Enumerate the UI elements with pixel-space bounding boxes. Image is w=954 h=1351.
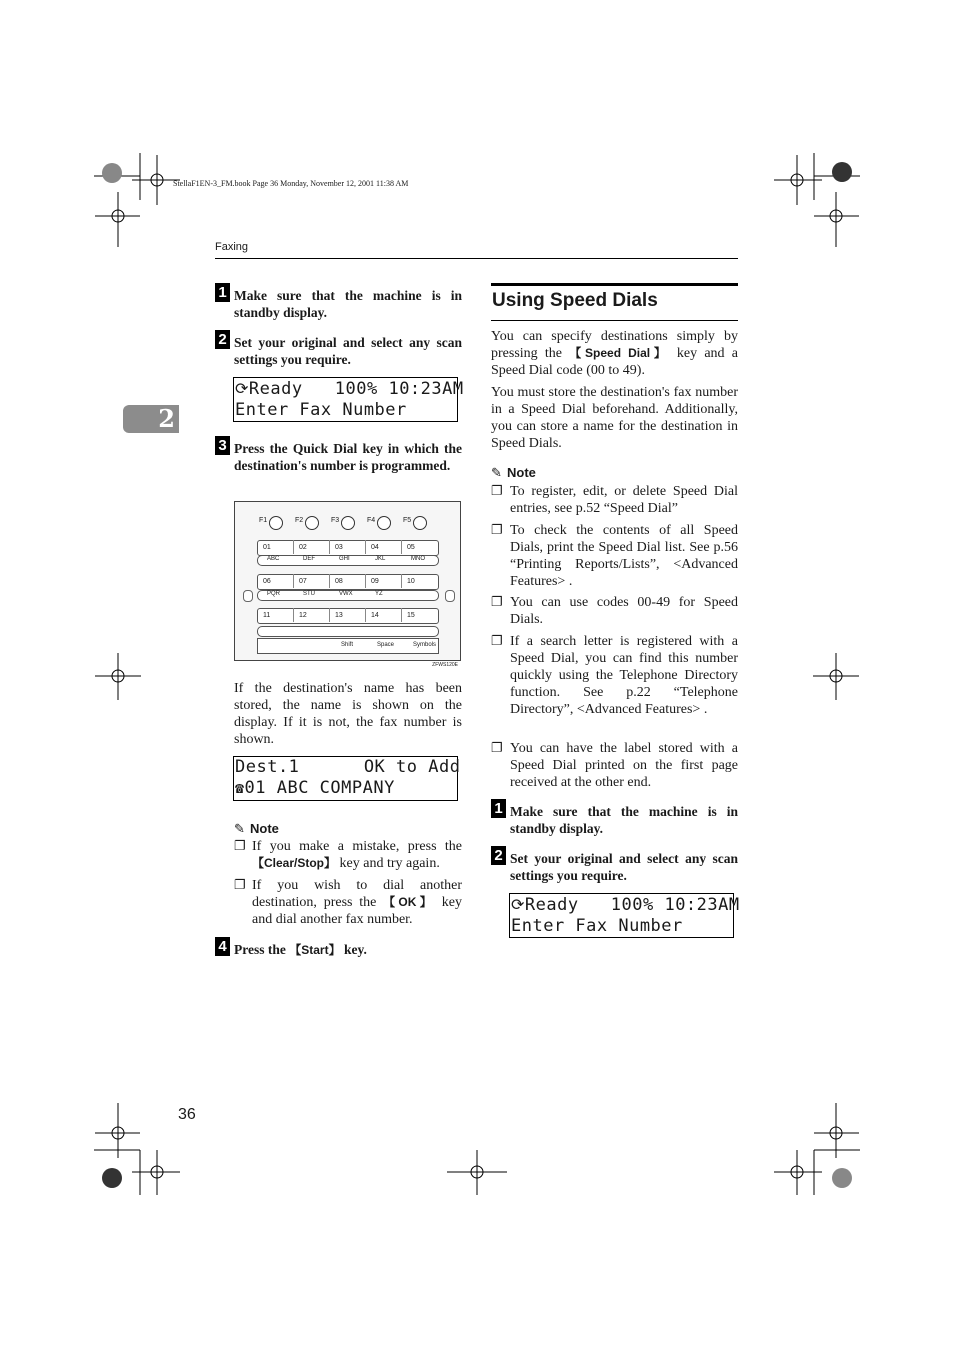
key-divider [365, 574, 366, 588]
letter-label: PQR [267, 591, 281, 597]
quick-dial-panel [234, 501, 461, 668]
lcd-line-1: Dest.1 OK to Add [235, 757, 461, 777]
note-item: If you wish to dial another destination, press the 【OK】 key and dial another fax number. [252, 878, 462, 927]
cycle-icon: ⟳ [235, 379, 249, 398]
checkbox-bullet-icon: ❐ [491, 634, 503, 649]
file-info: StellaF1EN-3_FM.book Page 36 Monday, November 12, 2001 11:38 AM [173, 179, 409, 188]
quick-dial-number: 01 [263, 544, 271, 551]
step-text: Press the 【Start】 key. [234, 942, 367, 957]
key-divider [329, 540, 330, 554]
section-label: Faxing [215, 241, 249, 253]
note-title: Note [250, 821, 279, 836]
key-divider [365, 540, 366, 554]
title-rule [491, 320, 738, 321]
step-text: Set your original and select any scan settings you require. [510, 851, 738, 883]
step-number: 4 [215, 937, 230, 956]
chapter-tab: 2 [123, 405, 179, 433]
checkbox-bullet-icon: ❐ [234, 878, 246, 893]
key-divider [293, 574, 294, 588]
letter-label: GHI [339, 556, 350, 562]
quick-dial-number: 03 [335, 544, 343, 551]
quick-dial-number: 11 [263, 612, 271, 619]
fkey-label: F4 [367, 517, 376, 524]
section-title: Using Speed Dials [492, 290, 658, 311]
function-key-label: Symbols [413, 642, 437, 648]
note-item: To register, edit, or delete Speed Dial entries, see p.52 “Speed Dial” [510, 484, 738, 516]
letter-label: STU [303, 591, 315, 597]
checkbox-bullet-icon: ❐ [491, 741, 503, 756]
step-number: 2 [215, 330, 230, 349]
key-divider [329, 608, 330, 622]
quick-dial-number: 05 [407, 544, 415, 551]
lcd-line-2: Enter Fax Number [511, 916, 683, 936]
lcd-line-1: ⟳Ready 100% 10:23AM [235, 379, 464, 399]
checkbox-bullet-icon: ❐ [234, 839, 246, 854]
checkbox-bullet-icon: ❐ [491, 523, 503, 538]
key-divider [365, 608, 366, 622]
lcd-line-1: ⟳Ready 100% 10:23AM [511, 895, 740, 915]
checkbox-bullet-icon: ❐ [491, 595, 503, 610]
key-divider [401, 574, 402, 588]
fkey-circle [377, 516, 391, 530]
pencil-icon: ✎ [234, 822, 245, 837]
panel-side-clip [243, 590, 253, 602]
quick-dial-number: 10 [407, 578, 415, 585]
lcd-display [233, 377, 464, 422]
step-number: 1 [491, 799, 506, 818]
quick-dial-number: 06 [263, 578, 271, 585]
checkbox-bullet-icon: ❐ [491, 484, 503, 499]
fkey-label: F1 [259, 517, 268, 524]
page-number: 36 [178, 1106, 196, 1123]
blank-row-frame [257, 626, 439, 637]
fkey-circle [305, 516, 319, 530]
note-item: If you make a mistake, press the 【Clear/Stop】 key and try again. [252, 839, 462, 871]
function-key-label: Shift [341, 642, 354, 648]
store-paragraph: You must store the destination's fax number in a Speed Dial beforehand. Additionally, you can store a name for the destination in Speed Dials. [491, 385, 738, 451]
lcd-display-destination [233, 756, 461, 801]
lcd-line-2: Enter Fax Number [235, 400, 407, 420]
intro-paragraph: You can specify destinations simply by pressing the 【Speed Dial】 key and a Speed Dial code (00 to 49). [491, 329, 738, 378]
quick-dial-number: 15 [407, 612, 415, 619]
illustration-code: ZFWS120E [432, 662, 458, 668]
letter-label: YZ [375, 591, 383, 597]
note-item: You can use codes 00-49 for Speed Dials. [510, 595, 738, 627]
step-text: Set your original and select any scan settings you require. [234, 335, 462, 367]
key-divider [293, 540, 294, 554]
fkey-circle [341, 516, 355, 530]
letter-label: DEF [303, 556, 315, 562]
note-item: You can have the label stored with a Speed Dial printed on the first page received at the other end. [510, 741, 738, 790]
note-header [491, 462, 536, 481]
key-divider [401, 540, 402, 554]
cycle-icon: ⟳ [511, 895, 525, 914]
pencil-icon: ✎ [491, 466, 502, 481]
quick-dial-number: 14 [371, 612, 379, 619]
fkey-circle [269, 516, 283, 530]
letter-label: MNO [411, 556, 425, 562]
step-text: Press the Quick Dial key in which the destination's number is programmed. [234, 441, 462, 473]
step-text: Make sure that the machine is in standby display. [234, 288, 462, 320]
step-text: Make sure that the machine is in standby display. [510, 804, 738, 836]
note-item: If a search letter is registered with a Speed Dial, you can find this number quickly using the Telephone Directory function. See p.22 “Telephone Directory”, <Advanced Features> . [510, 634, 738, 717]
destination-paragraph: If the destination's name has been stored, the name is shown on the display. If it is not, the fax number is shown. [234, 681, 462, 747]
letter-label: JKL [375, 556, 386, 562]
quick-dial-number: 09 [371, 578, 379, 585]
step-number: 3 [215, 436, 230, 455]
key-divider [401, 608, 402, 622]
fkey-label: F3 [331, 517, 340, 524]
note-item: To check the contents of all Speed Dials, print the Speed Dial list. See p.56 “Printing Reports/Lists”, <Advanced Features> . [510, 523, 738, 589]
quick-dial-number: 02 [299, 544, 307, 551]
fkey-label: F5 [403, 517, 412, 524]
key-divider [329, 574, 330, 588]
quick-dial-number: 07 [299, 578, 307, 585]
note-header [234, 818, 279, 837]
lcd-line-2: ☎01 ABC COMPANY [235, 778, 395, 798]
step-number: 2 [491, 846, 506, 865]
letter-label: VWX [339, 591, 353, 597]
quick-dial-number: 08 [335, 578, 343, 585]
key-divider [293, 608, 294, 622]
panel-side-clip [445, 590, 455, 602]
lcd-display [509, 893, 740, 938]
fkey-label: F2 [295, 517, 304, 524]
letter-label: ABC [267, 556, 280, 562]
quick-dial-number: 13 [335, 612, 343, 619]
note-title: Note [507, 465, 536, 480]
header-divider [215, 258, 738, 259]
fkey-circle [413, 516, 427, 530]
quick-dial-number: 04 [371, 544, 379, 551]
quick-dial-number: 12 [299, 612, 307, 619]
telephone-icon: ☎ [235, 779, 245, 797]
title-rule [491, 283, 738, 286]
function-key-label: Space [377, 642, 395, 648]
step-number: 1 [215, 283, 230, 302]
